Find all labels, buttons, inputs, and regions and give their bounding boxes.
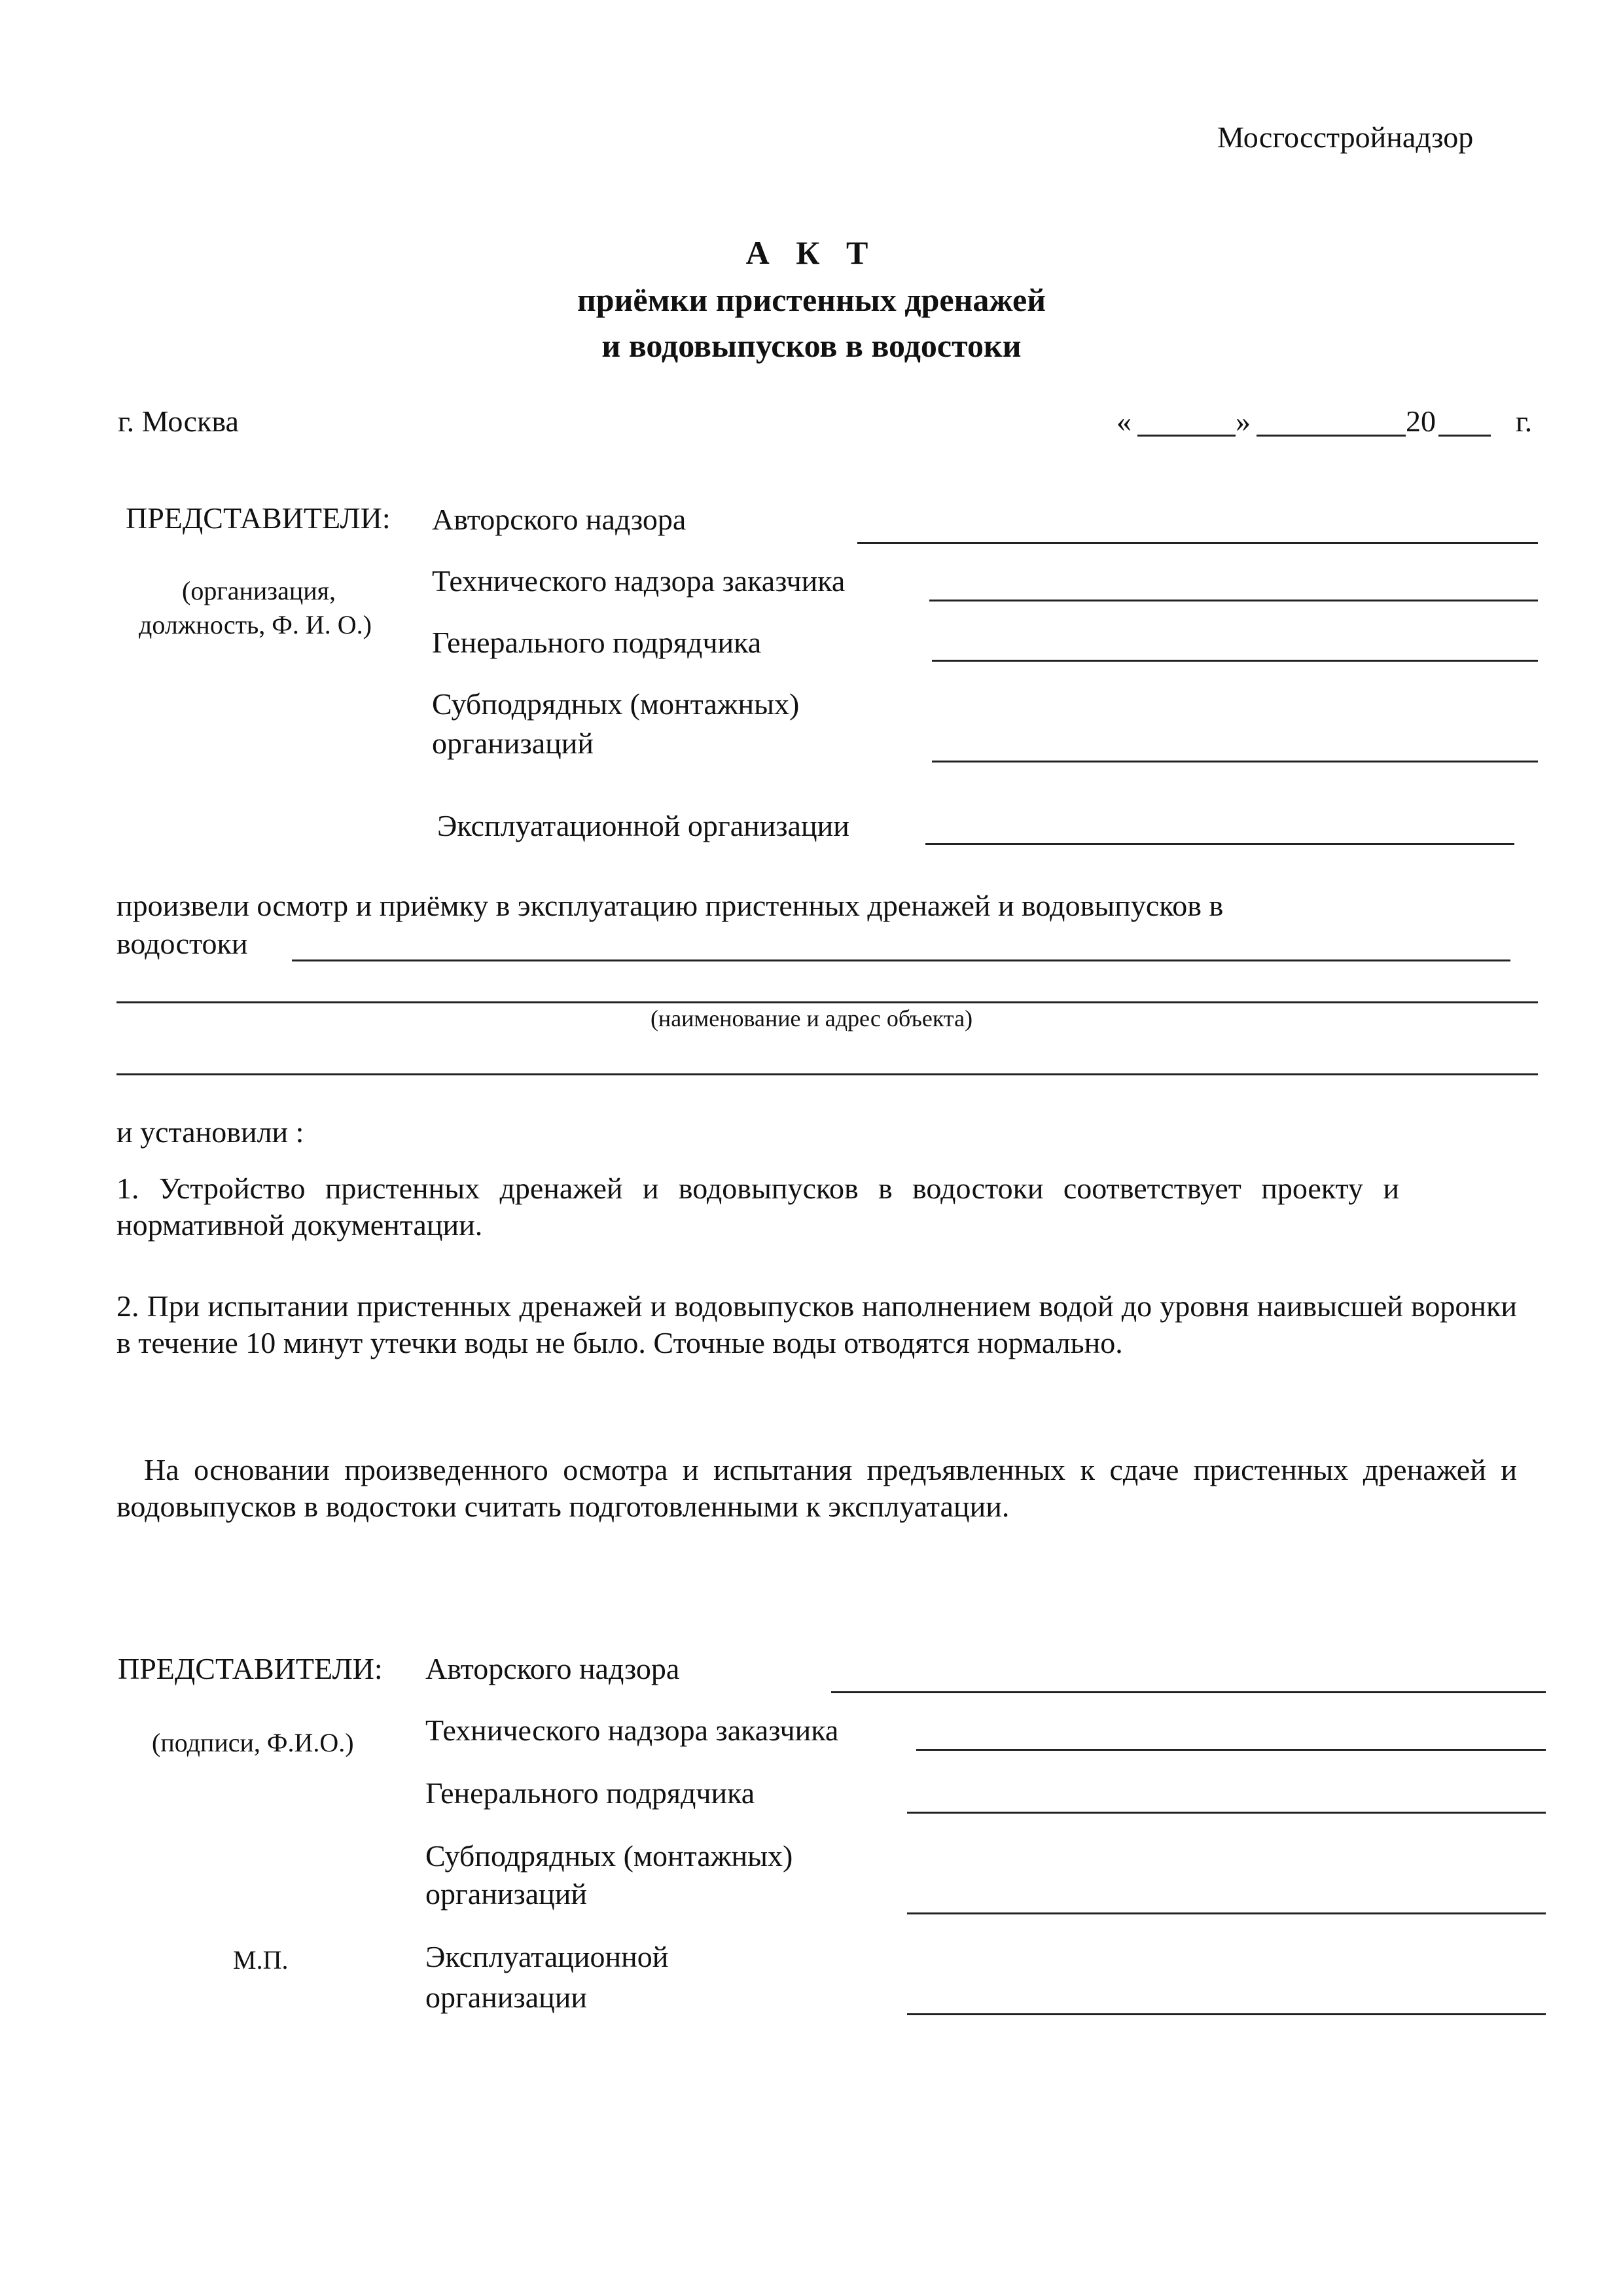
stamp-label: М.П.: [233, 1945, 289, 1975]
technical-supervision-field[interactable]: [929, 600, 1538, 601]
representatives-note-1: (организация,: [182, 576, 336, 605]
role-subcontractors-line-2: организаций: [432, 726, 594, 760]
date-month-field[interactable]: [1257, 435, 1406, 437]
operating-organization-field[interactable]: [925, 843, 1514, 845]
sign-author-supervision-field[interactable]: [831, 1691, 1546, 1693]
sign-role-operating-line-1: Эксплуатационной: [425, 1940, 669, 1973]
finding-item-2: 2. При испытании пристенных дренажей и водовыпусков наполнением водой до уровня наивысшей воронки в течение 10 минут утечки воды не было. Сточные воды отводятся нормально.: [116, 1289, 1517, 1359]
date-year-prefix: 20: [1406, 404, 1436, 438]
sign-technical-supervision-field[interactable]: [916, 1749, 1546, 1751]
finding-item-1: 1. Устройство пристенных дренажей и водовыпусков в водостоки соответствует проекту и нормативной документации.: [116, 1172, 1399, 1242]
document-title: А К Т: [745, 234, 878, 271]
date-day-field[interactable]: [1137, 435, 1236, 437]
author-supervision-field[interactable]: [857, 542, 1538, 544]
signatures-heading: ПРЕДСТАВИТЕЛИ:: [118, 1652, 383, 1685]
role-subcontractors-line-1: Субподрядных (монтажных): [432, 687, 800, 721]
sign-operating-organization-field[interactable]: [907, 2013, 1546, 2015]
subcontractors-field[interactable]: [932, 761, 1538, 762]
role-general-contractor: Генерального подрядчика: [432, 626, 762, 659]
object-name-field-1[interactable]: [292, 960, 1510, 961]
signatures-note: (подписи, Ф.И.О.): [152, 1728, 354, 1757]
inspection-line-1: произвели осмотр и приёмку в эксплуатацию пристенных дренажей и водовыпусков в: [116, 889, 1224, 922]
conclusion-paragraph: На основании произведенного осмотра и испытания предъявленных к сдаче пристенных дренажей и водовыпусков в водостоки считать подготовленными к эксплуатации.: [116, 1453, 1517, 1523]
representatives-heading: ПРЕДСТАВИТЕЛИ:: [126, 501, 391, 535]
sign-role-author-supervision: Авторского надзора: [425, 1652, 680, 1685]
sign-general-contractor-field[interactable]: [907, 1812, 1546, 1814]
document-subtitle-1: приёмки пристенных дренажей: [577, 281, 1046, 318]
object-caption: (наименование и адрес объекта): [650, 1005, 973, 1031]
sign-role-subcontractors-line-1: Субподрядных (монтажных): [425, 1839, 793, 1873]
sign-role-operating-line-2: организации: [425, 1981, 587, 2014]
representatives-note-2: должность, Ф. И. О.): [139, 610, 372, 639]
role-author-supervision: Авторского надзора: [432, 503, 687, 536]
general-contractor-field[interactable]: [932, 660, 1538, 662]
role-technical-supervision: Технического надзора заказчика: [432, 564, 846, 598]
document-subtitle-2: и водовыпусков в водостоки: [601, 327, 1022, 364]
sign-role-general-contractor: Генерального подрядчика: [425, 1776, 755, 1810]
established-label: и установили :: [116, 1115, 304, 1149]
city-label: г. Москва: [118, 404, 239, 438]
authority-name: Мосгосстройнадзор: [1217, 120, 1474, 154]
sign-role-technical-supervision: Технического надзора заказчика: [425, 1713, 839, 1747]
sign-subcontractors-field[interactable]: [907, 1912, 1546, 1914]
date-open-quote: «: [1116, 404, 1132, 438]
object-name-field-3[interactable]: [116, 1073, 1538, 1075]
date-year-suffix: г.: [1516, 404, 1533, 438]
inspection-line-2: водостоки: [116, 927, 248, 960]
sign-role-subcontractors-line-2: организаций: [425, 1877, 587, 1910]
role-operating-organization: Эксплуатационной организации: [437, 809, 849, 842]
date-year-field[interactable]: [1438, 435, 1491, 437]
object-name-field-2[interactable]: [116, 1001, 1538, 1003]
date-close-quote: »: [1236, 404, 1251, 438]
